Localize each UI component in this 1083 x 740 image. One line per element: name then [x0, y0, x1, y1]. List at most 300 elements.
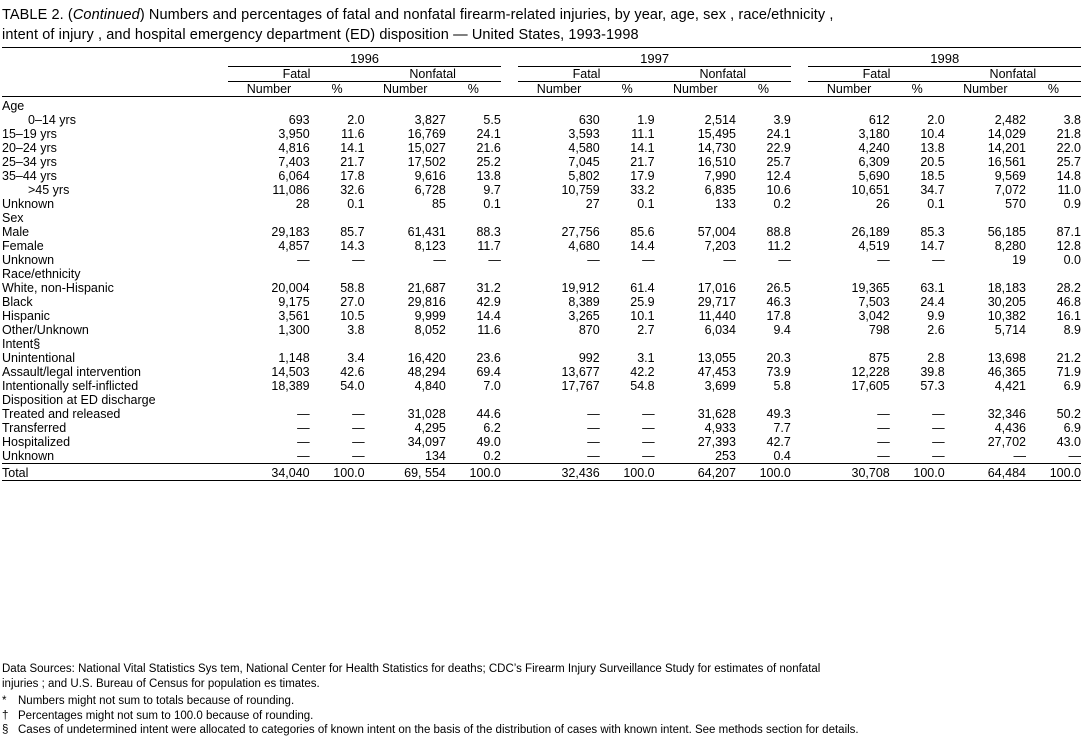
- cell-number: —: [877, 407, 890, 422]
- spacer: [791, 421, 809, 435]
- total-row: [2, 466, 1081, 481]
- cell-percent: 85.6: [630, 225, 655, 240]
- cell-number: 31,028: [407, 407, 446, 422]
- total-cell-number: 64,207: [697, 466, 736, 481]
- cell-percent: 21.8: [1056, 127, 1081, 142]
- spacer: [501, 435, 519, 449]
- cell-number: —: [587, 407, 600, 422]
- spacer: [501, 351, 519, 365]
- table-row: [2, 365, 1081, 379]
- cell-number: —: [587, 435, 600, 450]
- cell-percent: 13.8: [920, 141, 945, 156]
- cell-percent: 20.3: [766, 351, 791, 366]
- cell-number: 18,183: [987, 281, 1026, 296]
- title-suffix: ) Numbers and percentages of fatal and nonfatal firearm-related injuries, by year, age, sex , race/ethnicity ,: [139, 7, 834, 23]
- cell-number: 14,029: [987, 127, 1026, 142]
- group-header-row: [2, 337, 1081, 351]
- cell-number: —: [587, 421, 600, 436]
- cell-percent: 85.7: [340, 225, 365, 240]
- table-row: [2, 323, 1081, 337]
- row-label: Transferred: [2, 421, 67, 436]
- cell-percent: 42.6: [340, 365, 365, 380]
- spacer: [791, 435, 809, 449]
- cell-percent: 9.9: [927, 309, 945, 324]
- row-label: 25–34 yrs: [2, 155, 57, 170]
- cell-number: 2,482: [994, 113, 1026, 128]
- cell-percent: —: [352, 253, 365, 268]
- cell-percent: 25.7: [766, 155, 791, 170]
- title-prefix: TABLE 2. (: [2, 7, 73, 23]
- total-cell-percent: 100.0: [759, 466, 791, 481]
- row-label: 15–19 yrs: [2, 127, 57, 142]
- table-row: [2, 225, 1081, 239]
- cell-number: 57,004: [697, 225, 736, 240]
- row-label: 0–14 yrs: [28, 113, 76, 128]
- cell-percent: 8.9: [1063, 323, 1081, 338]
- table-row: [2, 141, 1081, 155]
- spacer: [501, 253, 519, 267]
- cell-percent: 0.2: [773, 197, 791, 212]
- cell-number: —: [297, 449, 310, 464]
- cell-percent: 6.2: [483, 421, 501, 436]
- cell-number: 4,680: [568, 239, 600, 254]
- cell-percent: 0.1: [637, 197, 655, 212]
- total-cell-number: 64,484: [987, 466, 1026, 481]
- cell-percent: —: [932, 253, 945, 268]
- cell-percent: —: [352, 449, 365, 464]
- cell-percent: 14.4: [476, 309, 501, 324]
- cell-number: —: [877, 449, 890, 464]
- spacer: [501, 365, 519, 379]
- cell-percent: 9.7: [483, 183, 501, 198]
- cell-number: 29,816: [407, 295, 446, 310]
- group-label: Intent§: [2, 337, 41, 352]
- cell-number: 8,123: [414, 239, 446, 254]
- cell-percent: 28.2: [1056, 281, 1081, 296]
- cell-number: 4,857: [278, 239, 310, 254]
- cell-percent: 20.5: [920, 155, 945, 170]
- table-row: [2, 379, 1081, 393]
- cell-percent: 17.8: [766, 309, 791, 324]
- cell-percent: 24.4: [920, 295, 945, 310]
- footnote-item: [2, 723, 1081, 738]
- cell-number: 6,064: [278, 169, 310, 184]
- group-header-fill: [228, 337, 1081, 351]
- spacer: [501, 225, 519, 239]
- table-row: [2, 351, 1081, 365]
- cell-percent: 31.2: [476, 281, 501, 296]
- cell-number: 4,933: [704, 421, 736, 436]
- cell-percent: —: [488, 253, 501, 268]
- cell-percent: 46.3: [766, 295, 791, 310]
- cell-number: 4,840: [414, 379, 446, 394]
- cell-percent: —: [932, 407, 945, 422]
- colhead-percent: %: [621, 82, 633, 97]
- cell-number: 19: [1012, 253, 1026, 268]
- cell-percent: 21.7: [630, 155, 655, 170]
- cell-percent: 42.2: [630, 365, 655, 380]
- table-row: [2, 169, 1081, 183]
- spacer: [501, 323, 519, 337]
- cell-number: 875: [868, 351, 890, 366]
- colhead-percent: %: [911, 82, 923, 97]
- cell-number: 10,651: [851, 183, 890, 198]
- cell-number: 20,004: [271, 281, 310, 296]
- cell-percent: 3.8: [347, 323, 365, 338]
- header-years: [2, 51, 1081, 67]
- cell-percent: 42.7: [766, 435, 791, 450]
- cell-number: 4,436: [994, 421, 1026, 436]
- year-header-1998: 1998: [808, 51, 1081, 67]
- footnote-mark: †: [2, 709, 9, 722]
- spacer: [501, 113, 519, 127]
- cell-percent: 3.8: [1063, 113, 1081, 128]
- group-label: Disposition at ED discharge: [2, 393, 156, 408]
- cell-percent: 17.8: [340, 169, 365, 184]
- cell-number: 15,495: [697, 127, 736, 142]
- data-table: [2, 47, 1081, 484]
- spacer: [501, 169, 519, 183]
- cell-number: 4,816: [278, 141, 310, 156]
- cell-number: 13,055: [697, 351, 736, 366]
- spacer: [501, 281, 519, 295]
- cell-number: 6,034: [704, 323, 736, 338]
- spacer: [501, 127, 519, 141]
- cell-number: 16,561: [987, 155, 1026, 170]
- cell-percent: 50.2: [1056, 407, 1081, 422]
- cell-percent: —: [778, 253, 791, 268]
- cell-number: 14,503: [271, 365, 310, 380]
- group-header-row: [2, 393, 1081, 407]
- cell-number: 26: [875, 197, 890, 212]
- group-header-row: [2, 211, 1081, 225]
- footnote-source: [2, 662, 1081, 691]
- table-title: [0, 0, 1083, 47]
- footnote-text: Numbers might not sum to totals because of rounding.: [18, 694, 295, 707]
- cell-number: 8,389: [568, 295, 600, 310]
- cell-percent: 11.0: [1057, 183, 1081, 198]
- row-label: Intentionally self-inflicted: [2, 379, 139, 394]
- cell-percent: 88.3: [476, 225, 501, 240]
- header-types: [2, 67, 1081, 82]
- spacer: [791, 141, 809, 155]
- cell-percent: —: [932, 421, 945, 436]
- cell-number: 8,280: [994, 239, 1026, 254]
- cell-number: 16,510: [697, 155, 736, 170]
- cell-number: 46,365: [987, 365, 1026, 380]
- spacer: [501, 141, 519, 155]
- cell-percent: 11.1: [631, 127, 655, 142]
- cell-percent: 49.3: [766, 407, 791, 422]
- row-label: >45 yrs: [28, 183, 70, 198]
- cell-percent: 2.0: [927, 113, 945, 128]
- cell-number: 17,767: [561, 379, 600, 394]
- cell-percent: 11.2: [767, 239, 791, 254]
- cell-percent: 22.0: [1056, 141, 1081, 156]
- cell-percent: 21.7: [340, 155, 365, 170]
- cell-percent: 25.9: [630, 295, 655, 310]
- cell-percent: 14.1: [630, 141, 655, 156]
- cell-percent: 61.4: [630, 281, 655, 296]
- table-row: [2, 239, 1081, 253]
- table-row: [2, 421, 1081, 435]
- cell-number: —: [587, 253, 600, 268]
- row-label: Unknown: [2, 449, 55, 464]
- cell-number: 31,628: [697, 407, 736, 422]
- group-header-row: [2, 267, 1081, 281]
- cell-number: 7,072: [994, 183, 1026, 198]
- spacer: [501, 309, 519, 323]
- cell-number: 630: [578, 113, 600, 128]
- total-cell-percent: 100.0: [469, 466, 501, 481]
- total-cell-number: 34,040: [271, 466, 310, 481]
- cell-percent: —: [642, 435, 655, 450]
- colhead-number: Number: [963, 82, 1008, 97]
- cell-percent: 2.0: [347, 113, 365, 128]
- cell-percent: 23.6: [476, 351, 501, 366]
- cell-number: 9,616: [414, 169, 446, 184]
- cell-percent: 2.6: [927, 323, 945, 338]
- cell-percent: 87.1: [1056, 225, 1081, 240]
- group-header-fill: [228, 393, 1081, 407]
- cell-number: 3,593: [568, 127, 600, 142]
- spacer: [791, 309, 809, 323]
- spacer: [791, 197, 809, 211]
- cell-percent: 10.6: [766, 183, 791, 198]
- cell-number: 27,756: [561, 225, 600, 240]
- cell-percent: 71.9: [1056, 365, 1081, 380]
- cell-percent: 5.8: [773, 379, 791, 394]
- spacer: [501, 421, 519, 435]
- cell-percent: 10.5: [340, 309, 365, 324]
- cell-percent: 1.9: [637, 113, 655, 128]
- cell-percent: —: [352, 435, 365, 450]
- table-row: [2, 183, 1081, 197]
- type-header-1996-fatal: Fatal: [228, 67, 364, 82]
- cell-number: 29,183: [271, 225, 310, 240]
- cell-percent: 5.5: [483, 113, 501, 128]
- spacer: [501, 239, 519, 253]
- spacer: [791, 323, 809, 337]
- title-line2: intent of injury , and hospital emergency department (ED) disposition — United States, 1993-1998: [2, 26, 639, 43]
- cell-number: 7,403: [278, 155, 310, 170]
- cell-percent: 3.4: [347, 351, 365, 366]
- total-cell-number: 69, 554: [404, 466, 446, 481]
- cell-number: 3,180: [858, 127, 890, 142]
- cell-number: 798: [868, 323, 890, 338]
- cell-number: 13,698: [987, 351, 1026, 366]
- cell-number: 3,827: [414, 113, 446, 128]
- row-label: Treated and released: [2, 407, 121, 422]
- cell-number: 4,295: [414, 421, 446, 436]
- cell-percent: 3.1: [637, 351, 655, 366]
- cell-percent: —: [642, 253, 655, 268]
- cell-number: 870: [578, 323, 600, 338]
- cell-percent: 46.8: [1056, 295, 1081, 310]
- cell-percent: 11.7: [477, 239, 501, 254]
- year-header-1997: 1997: [518, 51, 790, 67]
- cell-number: 29,717: [697, 295, 736, 310]
- spacer: [791, 155, 809, 169]
- table-row: [2, 407, 1081, 421]
- total-cell-percent: 100.0: [1049, 466, 1081, 481]
- cell-number: 56,185: [987, 225, 1026, 240]
- cell-number: 34,097: [407, 435, 446, 450]
- cell-number: 9,569: [994, 169, 1026, 184]
- cell-number: 6,309: [858, 155, 890, 170]
- cell-percent: 2.8: [927, 351, 945, 366]
- cell-number: 5,802: [568, 169, 600, 184]
- cell-percent: 25.7: [1056, 155, 1081, 170]
- cell-number: 7,203: [704, 239, 736, 254]
- row-label: Black: [2, 295, 33, 310]
- cell-number: 570: [1005, 197, 1026, 212]
- spacer: [791, 449, 809, 464]
- cell-number: —: [587, 449, 600, 464]
- row-label: Female: [2, 239, 44, 254]
- cell-percent: 10.1: [630, 309, 655, 324]
- cell-number: 12,228: [851, 365, 890, 380]
- cell-percent: 73.9: [766, 365, 791, 380]
- cell-percent: 9.4: [773, 323, 791, 338]
- spacer: [791, 113, 809, 127]
- cell-percent: 13.8: [476, 169, 501, 184]
- spacer: [501, 466, 519, 481]
- colhead-percent: %: [1047, 82, 1060, 97]
- cell-percent: 54.8: [630, 379, 655, 394]
- cell-number: 48,294: [407, 365, 446, 380]
- cell-number: 18,389: [271, 379, 310, 394]
- cell-number: 30,205: [987, 295, 1026, 310]
- type-header-1997-fatal: Fatal: [518, 67, 654, 82]
- cell-number: 133: [715, 197, 736, 212]
- cell-number: 4,580: [568, 141, 600, 156]
- cell-percent: 88.8: [766, 225, 791, 240]
- cell-percent: 42.9: [476, 295, 501, 310]
- cell-percent: —: [352, 421, 365, 436]
- cell-percent: 14.4: [630, 239, 655, 254]
- cell-percent: 3.9: [773, 113, 791, 128]
- cell-percent: 26.5: [766, 281, 791, 296]
- cell-number: 612: [868, 113, 890, 128]
- row-label: Hispanic: [2, 309, 50, 324]
- cell-number: 1,148: [278, 351, 310, 366]
- cell-percent: 49.0: [476, 435, 501, 450]
- colhead-number: Number: [382, 82, 428, 97]
- row-label: Unknown: [2, 197, 55, 212]
- cell-percent: 24.1: [476, 127, 501, 142]
- cell-percent: 0.0: [1063, 253, 1081, 268]
- cell-number: 27,702: [987, 435, 1026, 450]
- cell-percent: 17.9: [630, 169, 655, 184]
- colhead-number: Number: [246, 82, 292, 97]
- colhead-percent: %: [331, 82, 343, 97]
- cell-percent: 0.1: [927, 197, 945, 212]
- cell-number: 10,382: [987, 309, 1026, 324]
- cell-number: 17,605: [851, 379, 890, 394]
- cell-number: 4,421: [994, 379, 1026, 394]
- spacer: [791, 295, 809, 309]
- cell-number: 85: [431, 197, 446, 212]
- cell-number: 61,431: [407, 225, 446, 240]
- cell-number: —: [1013, 449, 1026, 464]
- cell-percent: 58.8: [340, 281, 365, 296]
- spacer: [791, 253, 809, 267]
- cell-number: 7,045: [568, 155, 600, 170]
- cell-number: 13,677: [561, 365, 600, 380]
- cell-number: 9,999: [414, 309, 446, 324]
- cell-percent: 11.6: [341, 127, 365, 142]
- cell-number: 992: [578, 351, 600, 366]
- type-header-1996-nonfatal: Nonfatal: [365, 67, 501, 82]
- cell-percent: 25.2: [476, 155, 501, 170]
- cell-percent: 39.8: [920, 365, 945, 380]
- spacer: [791, 183, 809, 197]
- total-label: Total: [2, 466, 29, 481]
- table-row: [2, 435, 1081, 449]
- table-row: [2, 309, 1081, 323]
- cell-percent: 12.8: [1056, 239, 1081, 254]
- cell-percent: 14.8: [1056, 169, 1081, 184]
- cell-number: 28: [295, 197, 310, 212]
- cell-percent: 63.1: [920, 281, 945, 296]
- spacer: [791, 225, 809, 239]
- cell-number: 4,519: [858, 239, 890, 254]
- cell-number: —: [723, 253, 736, 268]
- cell-number: 5,714: [994, 323, 1026, 338]
- table-row: [2, 127, 1081, 141]
- cell-percent: 0.4: [773, 449, 791, 464]
- cell-number: —: [877, 435, 890, 450]
- cell-percent: 0.1: [483, 197, 501, 212]
- cell-percent: 7.0: [483, 379, 501, 394]
- spacer: [791, 379, 809, 393]
- cell-percent: 22.9: [766, 141, 791, 156]
- cell-percent: 0.1: [347, 197, 365, 212]
- cell-percent: 10.4: [920, 127, 945, 142]
- cell-percent: 34.7: [920, 183, 945, 198]
- group-label: Age: [2, 99, 25, 114]
- row-label: Unintentional: [2, 351, 75, 366]
- spacer: [791, 365, 809, 379]
- cell-number: 16,769: [407, 127, 446, 142]
- row-label: Hospitalized: [2, 435, 71, 450]
- cell-number: —: [297, 421, 310, 436]
- table-row: [2, 253, 1081, 267]
- spacer: [791, 407, 809, 421]
- cell-number: 47,453: [697, 365, 736, 380]
- cell-number: 3,699: [704, 379, 736, 394]
- footnotes: [2, 662, 1081, 738]
- cell-percent: 69.4: [476, 365, 501, 380]
- group-header-row: [2, 99, 1081, 113]
- cell-percent: 14.1: [340, 141, 365, 156]
- footnote-item: [2, 709, 1081, 724]
- cell-percent: 43.0: [1056, 435, 1081, 450]
- row-label: Male: [2, 225, 30, 240]
- cell-number: 3,042: [858, 309, 890, 324]
- cell-number: 27: [585, 197, 600, 212]
- cell-number: 1,300: [278, 323, 310, 338]
- table-row: [2, 197, 1081, 211]
- spacer: [501, 295, 519, 309]
- cell-percent: —: [642, 407, 655, 422]
- cell-percent: 57.3: [920, 379, 945, 394]
- cell-percent: —: [642, 421, 655, 436]
- cell-percent: —: [932, 449, 945, 464]
- colhead-number: Number: [673, 82, 718, 97]
- cell-percent: 0.9: [1063, 197, 1081, 212]
